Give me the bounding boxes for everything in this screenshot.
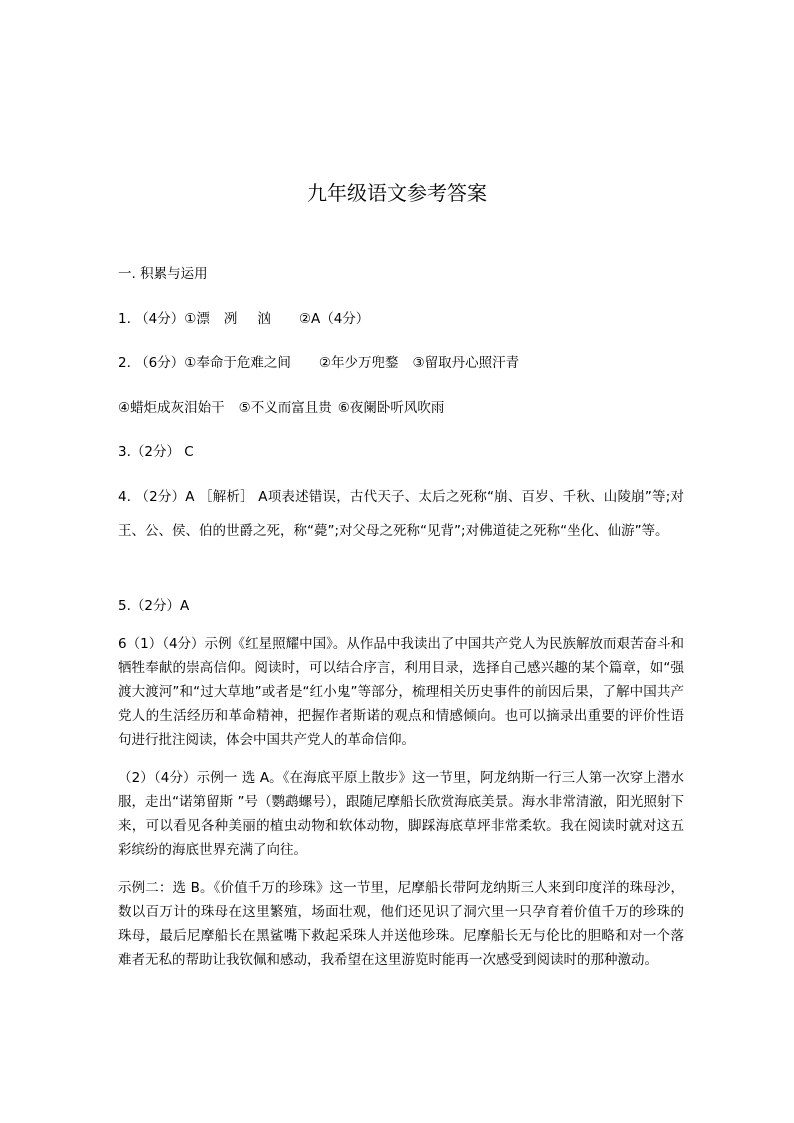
question-2-line-1 — [118, 354, 519, 372]
q2-answer-4: ④蜡炬成灰泪始干 — [118, 400, 225, 416]
question-5: 5.（2分）A — [118, 598, 190, 614]
q2-answer-6: ⑥夜阑卧听风吹雨 — [337, 400, 445, 416]
q1-answer-4: ②A（4分） — [298, 311, 370, 327]
question-1 — [118, 310, 369, 328]
page-title: 九年级语文参考答案 — [307, 181, 487, 205]
question-6-2: （2）（4分）示例一 选 A。《在海底平原上散步》这一节里，阿龙纳斯一行三人第一次穿上潜水服，走出“诺第留斯 ”号（鹦鹉螺号），跟随尼摩船长欣赏海底美景。海水非常清澈，阳光照射下来，可以看见各种美丽的植虫动物和软体动物，脚踩海底草坪非常柔软。我在阅读时就对这五彩缤纷的海底世界充满了向往。 — [118, 770, 684, 858]
section-heading: 一. 积累与运用 — [118, 266, 208, 282]
question-4: 4. （2分）A ［解析］ A项表述错误，古代天子、太后之死称“崩、百岁、千秋、山陵崩”等;对王、公、侯、伯的世爵之死，称“薨”;对父母之死称“见背”;对佛道徒之死称“坐化、仙游”等。 — [118, 489, 684, 539]
q2-answer-3: ③留取丹心照汗青 — [412, 355, 520, 371]
q1-answer-3: 汹 — [257, 311, 271, 327]
q2-answer-2: ②年少万兜鍪 — [318, 355, 399, 371]
question-6-example-2: 示例二：选 B。《价值千万的珍珠》这一节里，尼摩船长带阿龙纳斯三人来到印度洋的珠母沙，数以百万计的珠母在这里繁殖，场面壮观，他们还见识了洞穴里一只孕育着价值千万的珍珠的珠母，最后尼摩船长在黑鲨嘴下救起采珠人并送他珍珠。尼摩船长无与伦比的胆略和对一个落难者无私的帮助让我钦佩和感动，我希望在这里游览时能再一次感受到阅读时的那种激动。 — [118, 880, 684, 968]
q2-label: 2. （6分） — [118, 355, 185, 371]
q2-answer-5: ⑤不义而富且贵 — [238, 400, 332, 416]
question-2-line-2 — [118, 399, 444, 417]
q1-answer-2: 冽 — [223, 311, 238, 327]
q1-answer-1: ①漂 — [184, 311, 210, 327]
q1-label: 1. （4分） — [118, 311, 185, 327]
question-6-1: 6（1）（4分）示例《红星照耀中国》。从作品中我读出了中国共产党人为民族解放而艰苦奋斗和牺牲奉献的崇高信仰。阅读时，可以结合序言，利用目录，选择自己感兴趣的某个篇章，如“强渡大渡河”和“过大草地”或者是“红小鬼”等部分，梳理相关历史事件的前因后果，了解中国共产党人的生活经历和革命精神，把握作者斯诺的观点和情感倾向。也可以摘录出重要的评价性语句进行批注阅读，体会中国共产党人的革命信仰。 — [118, 636, 684, 748]
q2-answer-1: ①奉命于危难之间 — [184, 355, 291, 371]
question-3: 3.（2分） C — [118, 444, 194, 460]
